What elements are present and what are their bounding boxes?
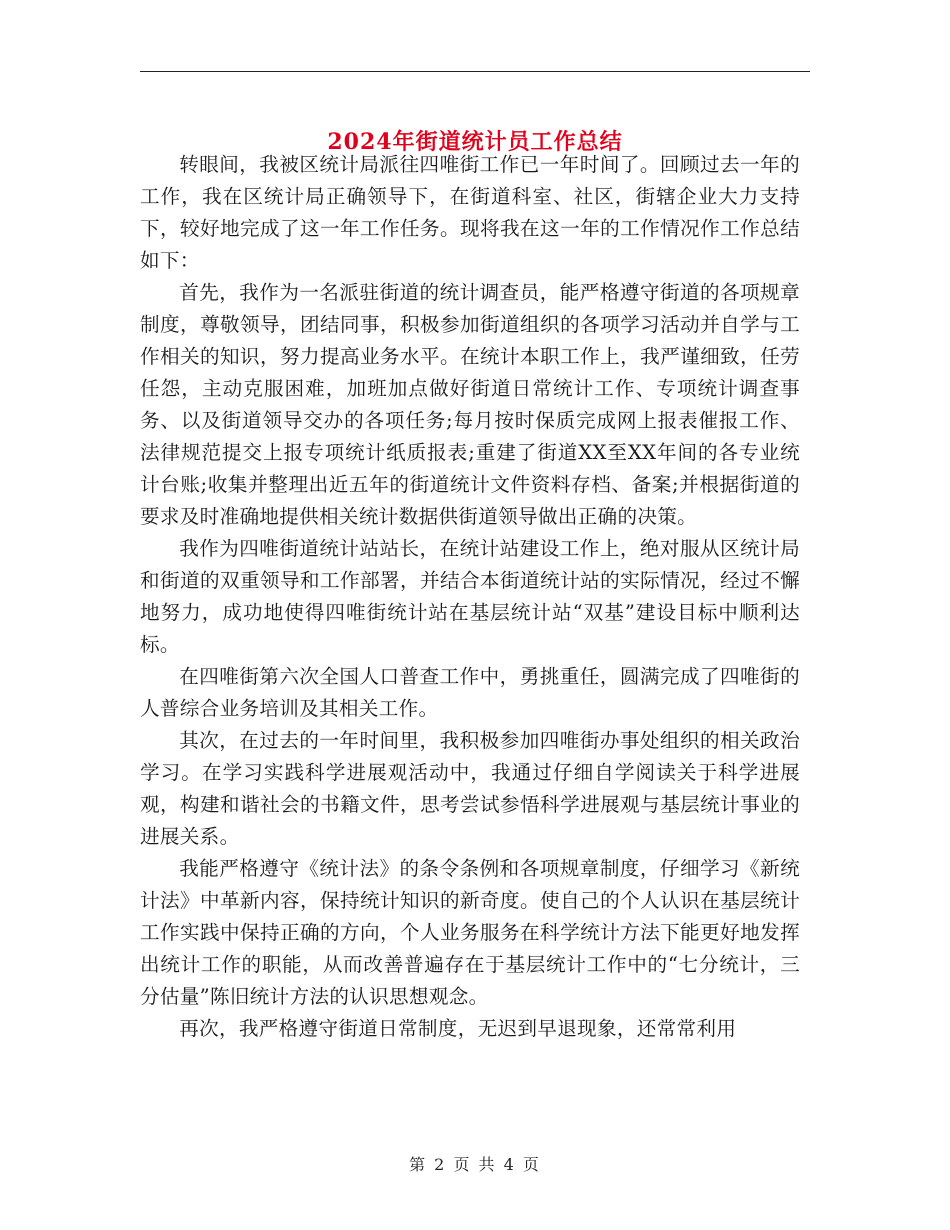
paragraph-census: 在四唯街第六次全国人口普查工作中，勇挑重任，圆满完成了四唯街的人普综合业务培训及其相关工作。 (140, 665, 800, 720)
paragraph-station-chief: 我作为四唯街道统计站站长，在统计站建设工作上，绝对服从区统计局和街道的双重领导和工作部署，并结合本街道统计站的实际情况，经过不懈地努力，成功地使得四唯街统计站在基层统计站“双基”建设目标中顺利达标。 (140, 537, 800, 656)
paragraph-political-study: 其次，在过去的一年时间里，我积极参加四唯街办事处组织的相关政治学习。在学习实践科学进展观活动中，我通过仔细自学阅读关于科学进展观，构建和谐社会的书籍文件，思考尝试参悟科学进展观与基层统计事业的进展关系。 (140, 729, 800, 848)
page-number: 第 2 页 共 4 页 (409, 1155, 541, 1174)
paragraph-first-duties: 首先，我作为一名派驻街道的统计调查员，能严格遵守街道的各项规章制度，尊敬领导，团结同事，积极参加街道组织的各项学习活动并自学与工作相关的知识，努力提高业务水平。在统计本职工作上，我严谨细致，任劳任怨，主动克服困难，加班加点做好街道日常统计工作、专项统计调查事务、以及街道领导交办的各项任务;每月按时保质完成网上报表催报工作、法律规范提交上报专项统计纸质报表;重建了街道XX至XX年间的各专业统计台账;收集并整理出近五年的街道统计文件资料存档、备案;并根据街道的要求及时准确地提供相关统计数据供街道领导做出正确的决策。 (140, 281, 800, 528)
header-rule (140, 71, 810, 72)
document-body (140, 149, 800, 1045)
document-title: 2024年街道统计员工作总结 (327, 128, 623, 155)
paragraph-discipline: 再次，我严格遵守街道日常制度，无迟到早退现象，还常常利用 (179, 1017, 737, 1040)
paragraph-intro: 转眼间，我被区统计局派往四唯街工作已一年时间了。回顾过去一年的工作，我在区统计局正确领导下，在街道科室、社区，街辖企业大力支持下，较好地完成了这一年工作任务。现将我在这一年的工作情况作工作总结如下： (140, 153, 800, 272)
paragraph-statistics-law: 我能严格遵守《统计法》的条令条例和各项规章制度，仔细学习《新统计法》中革新内容，保持统计知识的新奇度。使自己的个人认识在基层统计工作实践中保持正确的方向，个人业务服务在科学统计方法下能更好地发挥出统计工作的职能，从而改善普遍存在于基层统计工作中的“七分统计，三分估量”陈旧统计方法的认识思想观念。 (140, 857, 800, 1008)
